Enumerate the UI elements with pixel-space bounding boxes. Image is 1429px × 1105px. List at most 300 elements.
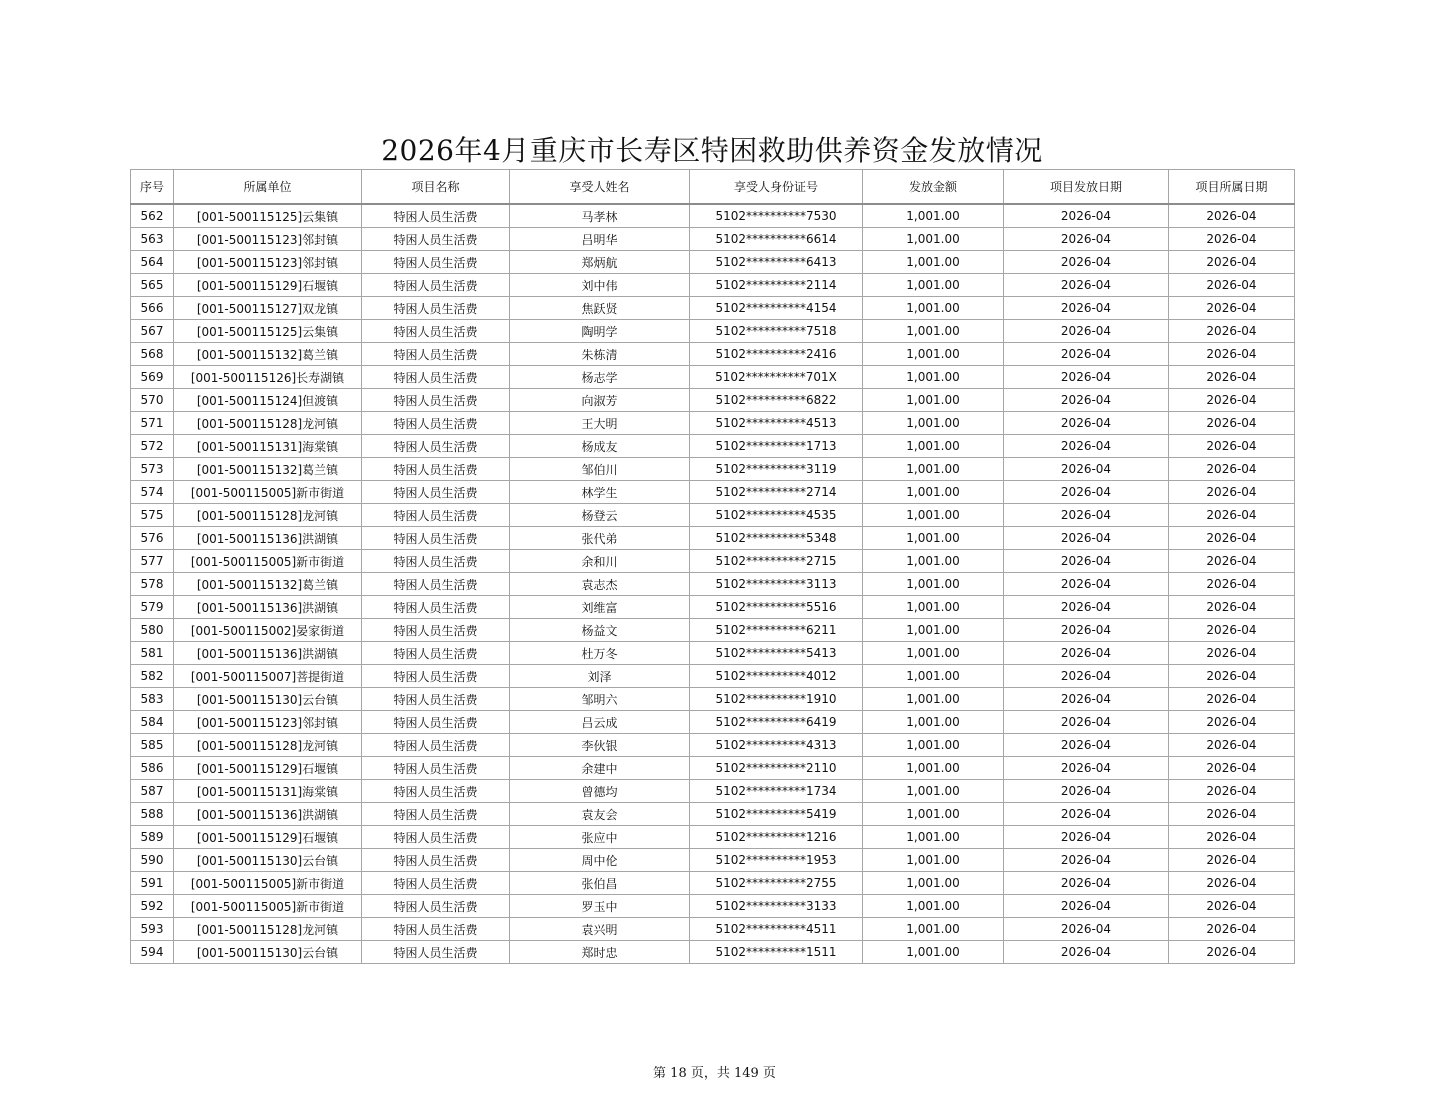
cell-issue-date: 2026-04 xyxy=(1004,803,1169,826)
cell-id-number: 5102**********1953 xyxy=(690,849,863,872)
cell-amount: 1,001.00 xyxy=(863,366,1004,389)
cell-name: 陶明学 xyxy=(510,320,690,343)
cell-unit: [001-500115136]洪湖镇 xyxy=(174,527,362,550)
cell-id-number: 5102**********2714 xyxy=(690,481,863,504)
table-row xyxy=(131,204,1295,228)
cell-period-date: 2026-04 xyxy=(1169,665,1295,688)
page-title: 2026年4月重庆市长寿区特困救助供养资金发放情况 xyxy=(381,134,1043,167)
cell-period-date: 2026-04 xyxy=(1169,412,1295,435)
cell-unit: [001-500115127]双龙镇 xyxy=(174,297,362,320)
cell-seq: 571 xyxy=(131,412,174,435)
cell-amount: 1,001.00 xyxy=(863,320,1004,343)
header-unit: 所属单位 xyxy=(174,170,362,205)
table-row xyxy=(131,665,1295,688)
cell-amount: 1,001.00 xyxy=(863,803,1004,826)
cell-period-date: 2026-04 xyxy=(1169,435,1295,458)
cell-period-date: 2026-04 xyxy=(1169,734,1295,757)
table-row xyxy=(131,412,1295,435)
cell-project: 特困人员生活费 xyxy=(362,734,510,757)
cell-unit: [001-500115005]新市街道 xyxy=(174,481,362,504)
cell-period-date: 2026-04 xyxy=(1169,826,1295,849)
cell-seq: 591 xyxy=(131,872,174,895)
cell-name: 朱栋清 xyxy=(510,343,690,366)
cell-amount: 1,001.00 xyxy=(863,228,1004,251)
cell-seq: 587 xyxy=(131,780,174,803)
table-row xyxy=(131,435,1295,458)
table-row xyxy=(131,366,1295,389)
cell-name: 曾德均 xyxy=(510,780,690,803)
cell-id-number: 5102**********5413 xyxy=(690,642,863,665)
table-row xyxy=(131,803,1295,826)
cell-project: 特困人员生活费 xyxy=(362,918,510,941)
cell-project: 特困人员生活费 xyxy=(362,803,510,826)
cell-unit: [001-500115136]洪湖镇 xyxy=(174,596,362,619)
cell-amount: 1,001.00 xyxy=(863,297,1004,320)
cell-seq: 575 xyxy=(131,504,174,527)
cell-issue-date: 2026-04 xyxy=(1004,366,1169,389)
cell-project: 特困人员生活费 xyxy=(362,435,510,458)
cell-seq: 588 xyxy=(131,803,174,826)
table-row xyxy=(131,895,1295,918)
cell-amount: 1,001.00 xyxy=(863,435,1004,458)
cell-name: 杨志学 xyxy=(510,366,690,389)
cell-project: 特困人员生活费 xyxy=(362,688,510,711)
table-row xyxy=(131,481,1295,504)
cell-seq: 562 xyxy=(131,204,174,228)
cell-id-number: 5102**********4154 xyxy=(690,297,863,320)
cell-amount: 1,001.00 xyxy=(863,711,1004,734)
table-row xyxy=(131,274,1295,297)
table-row xyxy=(131,343,1295,366)
cell-seq: 586 xyxy=(131,757,174,780)
cell-period-date: 2026-04 xyxy=(1169,458,1295,481)
cell-issue-date: 2026-04 xyxy=(1004,711,1169,734)
cell-id-number: 5102**********3113 xyxy=(690,573,863,596)
cell-unit: [001-500115130]云台镇 xyxy=(174,688,362,711)
cell-id-number: 5102**********7518 xyxy=(690,320,863,343)
cell-seq: 574 xyxy=(131,481,174,504)
cell-period-date: 2026-04 xyxy=(1169,251,1295,274)
cell-name: 刘中伟 xyxy=(510,274,690,297)
cell-project: 特困人员生活费 xyxy=(362,826,510,849)
cell-id-number: 5102**********2715 xyxy=(690,550,863,573)
table-row xyxy=(131,757,1295,780)
cell-name: 邹伯川 xyxy=(510,458,690,481)
cell-name: 王大明 xyxy=(510,412,690,435)
table-row xyxy=(131,297,1295,320)
table-row xyxy=(131,251,1295,274)
cell-amount: 1,001.00 xyxy=(863,481,1004,504)
table-row xyxy=(131,550,1295,573)
page-footer: 第 18 页，共 149 页 xyxy=(653,1066,776,1081)
cell-issue-date: 2026-04 xyxy=(1004,688,1169,711)
cell-issue-date: 2026-04 xyxy=(1004,435,1169,458)
cell-unit: [001-500115128]龙河镇 xyxy=(174,412,362,435)
cell-unit: [001-500115130]云台镇 xyxy=(174,941,362,964)
cell-unit: [001-500115130]云台镇 xyxy=(174,849,362,872)
cell-id-number: 5102**********7530 xyxy=(690,204,863,228)
cell-amount: 1,001.00 xyxy=(863,826,1004,849)
cell-name: 张伯昌 xyxy=(510,872,690,895)
cell-period-date: 2026-04 xyxy=(1169,527,1295,550)
cell-seq: 584 xyxy=(131,711,174,734)
cell-amount: 1,001.00 xyxy=(863,527,1004,550)
cell-unit: [001-500115129]石堰镇 xyxy=(174,826,362,849)
cell-unit: [001-500115129]石堰镇 xyxy=(174,274,362,297)
table-row xyxy=(131,573,1295,596)
cell-period-date: 2026-04 xyxy=(1169,297,1295,320)
cell-seq: 594 xyxy=(131,941,174,964)
cell-id-number: 5102**********1734 xyxy=(690,780,863,803)
cell-project: 特困人员生活费 xyxy=(362,343,510,366)
table-row xyxy=(131,872,1295,895)
cell-unit: [001-500115005]新市街道 xyxy=(174,895,362,918)
cell-period-date: 2026-04 xyxy=(1169,573,1295,596)
cell-issue-date: 2026-04 xyxy=(1004,573,1169,596)
cell-issue-date: 2026-04 xyxy=(1004,274,1169,297)
cell-name: 张应中 xyxy=(510,826,690,849)
cell-name: 刘维富 xyxy=(510,596,690,619)
header-name: 享受人姓名 xyxy=(510,170,690,205)
table-row xyxy=(131,320,1295,343)
table-row xyxy=(131,734,1295,757)
cell-unit: [001-500115136]洪湖镇 xyxy=(174,803,362,826)
cell-amount: 1,001.00 xyxy=(863,596,1004,619)
cell-unit: [001-500115126]长寿湖镇 xyxy=(174,366,362,389)
cell-unit: [001-500115128]龙河镇 xyxy=(174,734,362,757)
header-issue-date: 项目发放日期 xyxy=(1004,170,1169,205)
cell-id-number: 5102**********5348 xyxy=(690,527,863,550)
table-row xyxy=(131,941,1295,964)
cell-name: 周中伦 xyxy=(510,849,690,872)
cell-id-number: 5102**********2416 xyxy=(690,343,863,366)
cell-amount: 1,001.00 xyxy=(863,757,1004,780)
cell-unit: [001-500115002]晏家街道 xyxy=(174,619,362,642)
cell-amount: 1,001.00 xyxy=(863,734,1004,757)
cell-period-date: 2026-04 xyxy=(1169,596,1295,619)
cell-period-date: 2026-04 xyxy=(1169,711,1295,734)
cell-project: 特困人员生活费 xyxy=(362,872,510,895)
cell-name: 余和川 xyxy=(510,550,690,573)
cell-seq: 578 xyxy=(131,573,174,596)
cell-issue-date: 2026-04 xyxy=(1004,619,1169,642)
cell-id-number: 5102**********2114 xyxy=(690,274,863,297)
cell-id-number: 5102**********6211 xyxy=(690,619,863,642)
table-row xyxy=(131,780,1295,803)
cell-period-date: 2026-04 xyxy=(1169,228,1295,251)
cell-issue-date: 2026-04 xyxy=(1004,734,1169,757)
cell-seq: 592 xyxy=(131,895,174,918)
cell-issue-date: 2026-04 xyxy=(1004,458,1169,481)
cell-amount: 1,001.00 xyxy=(863,343,1004,366)
cell-seq: 583 xyxy=(131,688,174,711)
cell-project: 特困人员生活费 xyxy=(362,320,510,343)
cell-name: 刘泽 xyxy=(510,665,690,688)
table-row xyxy=(131,389,1295,412)
cell-seq: 573 xyxy=(131,458,174,481)
cell-project: 特困人员生活费 xyxy=(362,849,510,872)
cell-seq: 570 xyxy=(131,389,174,412)
cell-period-date: 2026-04 xyxy=(1169,481,1295,504)
cell-name: 袁志杰 xyxy=(510,573,690,596)
cell-unit: [001-500115005]新市街道 xyxy=(174,550,362,573)
table-row xyxy=(131,228,1295,251)
cell-issue-date: 2026-04 xyxy=(1004,849,1169,872)
cell-period-date: 2026-04 xyxy=(1169,274,1295,297)
cell-unit: [001-500115132]葛兰镇 xyxy=(174,458,362,481)
table-row xyxy=(131,918,1295,941)
cell-period-date: 2026-04 xyxy=(1169,849,1295,872)
table-row xyxy=(131,504,1295,527)
cell-unit: [001-500115124]但渡镇 xyxy=(174,389,362,412)
cell-project: 特困人员生活费 xyxy=(362,228,510,251)
cell-amount: 1,001.00 xyxy=(863,389,1004,412)
cell-seq: 567 xyxy=(131,320,174,343)
header-id-number: 享受人身份证号 xyxy=(690,170,863,205)
cell-project: 特困人员生活费 xyxy=(362,665,510,688)
cell-seq: 593 xyxy=(131,918,174,941)
table-row xyxy=(131,688,1295,711)
cell-project: 特困人员生活费 xyxy=(362,366,510,389)
cell-period-date: 2026-04 xyxy=(1169,619,1295,642)
cell-issue-date: 2026-04 xyxy=(1004,204,1169,228)
cell-seq: 581 xyxy=(131,642,174,665)
cell-amount: 1,001.00 xyxy=(863,780,1004,803)
cell-seq: 590 xyxy=(131,849,174,872)
cell-project: 特困人员生活费 xyxy=(362,711,510,734)
table-body xyxy=(131,204,1295,964)
cell-unit: [001-500115125]云集镇 xyxy=(174,320,362,343)
cell-name: 郑炳航 xyxy=(510,251,690,274)
cell-name: 杨益文 xyxy=(510,619,690,642)
cell-amount: 1,001.00 xyxy=(863,274,1004,297)
cell-period-date: 2026-04 xyxy=(1169,320,1295,343)
table-row xyxy=(131,458,1295,481)
cell-seq: 580 xyxy=(131,619,174,642)
cell-name: 林学生 xyxy=(510,481,690,504)
cell-amount: 1,001.00 xyxy=(863,849,1004,872)
cell-name: 余建中 xyxy=(510,757,690,780)
cell-unit: [001-500115128]龙河镇 xyxy=(174,918,362,941)
cell-id-number: 5102**********6419 xyxy=(690,711,863,734)
cell-issue-date: 2026-04 xyxy=(1004,412,1169,435)
cell-amount: 1,001.00 xyxy=(863,872,1004,895)
cell-id-number: 5102**********1216 xyxy=(690,826,863,849)
cell-name: 焦跃贤 xyxy=(510,297,690,320)
cell-issue-date: 2026-04 xyxy=(1004,665,1169,688)
cell-period-date: 2026-04 xyxy=(1169,204,1295,228)
cell-seq: 577 xyxy=(131,550,174,573)
cell-project: 特困人员生活费 xyxy=(362,204,510,228)
cell-issue-date: 2026-04 xyxy=(1004,481,1169,504)
cell-issue-date: 2026-04 xyxy=(1004,918,1169,941)
cell-unit: [001-500115123]邻封镇 xyxy=(174,228,362,251)
cell-name: 张代弟 xyxy=(510,527,690,550)
cell-seq: 582 xyxy=(131,665,174,688)
cell-name: 袁友会 xyxy=(510,803,690,826)
cell-issue-date: 2026-04 xyxy=(1004,320,1169,343)
cell-issue-date: 2026-04 xyxy=(1004,251,1169,274)
cell-id-number: 5102**********1511 xyxy=(690,941,863,964)
cell-seq: 565 xyxy=(131,274,174,297)
cell-id-number: 5102**********6822 xyxy=(690,389,863,412)
cell-issue-date: 2026-04 xyxy=(1004,527,1169,550)
cell-period-date: 2026-04 xyxy=(1169,504,1295,527)
cell-project: 特困人员生活费 xyxy=(362,596,510,619)
cell-project: 特困人员生活费 xyxy=(362,573,510,596)
cell-project: 特困人员生活费 xyxy=(362,481,510,504)
cell-seq: 589 xyxy=(131,826,174,849)
table-header xyxy=(131,170,1295,205)
cell-unit: [001-500115132]葛兰镇 xyxy=(174,573,362,596)
cell-project: 特困人员生活费 xyxy=(362,504,510,527)
cell-issue-date: 2026-04 xyxy=(1004,757,1169,780)
cell-project: 特困人员生活费 xyxy=(362,274,510,297)
cell-project: 特困人员生活费 xyxy=(362,251,510,274)
cell-project: 特困人员生活费 xyxy=(362,550,510,573)
cell-name: 杜万冬 xyxy=(510,642,690,665)
table-row xyxy=(131,596,1295,619)
cell-amount: 1,001.00 xyxy=(863,619,1004,642)
cell-period-date: 2026-04 xyxy=(1169,780,1295,803)
cell-amount: 1,001.00 xyxy=(863,895,1004,918)
cell-period-date: 2026-04 xyxy=(1169,918,1295,941)
table-row xyxy=(131,826,1295,849)
cell-name: 吕明华 xyxy=(510,228,690,251)
cell-seq: 572 xyxy=(131,435,174,458)
cell-issue-date: 2026-04 xyxy=(1004,596,1169,619)
cell-id-number: 5102**********4511 xyxy=(690,918,863,941)
cell-amount: 1,001.00 xyxy=(863,941,1004,964)
cell-project: 特困人员生活费 xyxy=(362,642,510,665)
cell-name: 杨登云 xyxy=(510,504,690,527)
cell-period-date: 2026-04 xyxy=(1169,550,1295,573)
cell-id-number: 5102**********4313 xyxy=(690,734,863,757)
cell-amount: 1,001.00 xyxy=(863,665,1004,688)
cell-amount: 1,001.00 xyxy=(863,458,1004,481)
cell-unit: [001-500115123]邻封镇 xyxy=(174,251,362,274)
table-row xyxy=(131,642,1295,665)
cell-id-number: 5102**********2755 xyxy=(690,872,863,895)
cell-id-number: 5102**********4012 xyxy=(690,665,863,688)
cell-period-date: 2026-04 xyxy=(1169,343,1295,366)
payment-table xyxy=(130,169,1295,964)
cell-project: 特困人员生活费 xyxy=(362,412,510,435)
cell-amount: 1,001.00 xyxy=(863,573,1004,596)
cell-project: 特困人员生活费 xyxy=(362,895,510,918)
cell-issue-date: 2026-04 xyxy=(1004,642,1169,665)
header-row xyxy=(131,170,1295,205)
cell-seq: 576 xyxy=(131,527,174,550)
cell-project: 特困人员生活费 xyxy=(362,780,510,803)
cell-period-date: 2026-04 xyxy=(1169,688,1295,711)
cell-issue-date: 2026-04 xyxy=(1004,550,1169,573)
cell-seq: 564 xyxy=(131,251,174,274)
cell-period-date: 2026-04 xyxy=(1169,757,1295,780)
cell-id-number: 5102**********1713 xyxy=(690,435,863,458)
cell-unit: [001-500115005]新市街道 xyxy=(174,872,362,895)
cell-amount: 1,001.00 xyxy=(863,918,1004,941)
cell-issue-date: 2026-04 xyxy=(1004,941,1169,964)
cell-project: 特困人员生活费 xyxy=(362,458,510,481)
cell-seq: 568 xyxy=(131,343,174,366)
cell-project: 特困人员生活费 xyxy=(362,527,510,550)
cell-amount: 1,001.00 xyxy=(863,642,1004,665)
cell-id-number: 5102**********3133 xyxy=(690,895,863,918)
cell-name: 袁兴明 xyxy=(510,918,690,941)
cell-seq: 579 xyxy=(131,596,174,619)
cell-unit: [001-500115123]邻封镇 xyxy=(174,711,362,734)
cell-project: 特困人员生活费 xyxy=(362,941,510,964)
cell-project: 特困人员生活费 xyxy=(362,757,510,780)
cell-project: 特困人员生活费 xyxy=(362,619,510,642)
cell-id-number: 5102**********4535 xyxy=(690,504,863,527)
cell-unit: [001-500115128]龙河镇 xyxy=(174,504,362,527)
cell-amount: 1,001.00 xyxy=(863,251,1004,274)
cell-unit: [001-500115125]云集镇 xyxy=(174,204,362,228)
cell-name: 邹明六 xyxy=(510,688,690,711)
cell-amount: 1,001.00 xyxy=(863,550,1004,573)
cell-id-number: 5102**********4513 xyxy=(690,412,863,435)
cell-id-number: 5102**********6614 xyxy=(690,228,863,251)
cell-name: 杨成友 xyxy=(510,435,690,458)
cell-name: 郑时忠 xyxy=(510,941,690,964)
cell-period-date: 2026-04 xyxy=(1169,803,1295,826)
cell-period-date: 2026-04 xyxy=(1169,895,1295,918)
cell-id-number: 5102**********1910 xyxy=(690,688,863,711)
cell-issue-date: 2026-04 xyxy=(1004,389,1169,412)
cell-issue-date: 2026-04 xyxy=(1004,228,1169,251)
cell-amount: 1,001.00 xyxy=(863,504,1004,527)
table-row xyxy=(131,527,1295,550)
cell-seq: 566 xyxy=(131,297,174,320)
cell-amount: 1,001.00 xyxy=(863,412,1004,435)
cell-id-number: 5102**********5419 xyxy=(690,803,863,826)
cell-project: 特困人员生活费 xyxy=(362,297,510,320)
header-amount: 发放金额 xyxy=(863,170,1004,205)
cell-name: 向淑芳 xyxy=(510,389,690,412)
cell-id-number: 5102**********2110 xyxy=(690,757,863,780)
cell-issue-date: 2026-04 xyxy=(1004,343,1169,366)
header-seq: 序号 xyxy=(131,170,174,205)
cell-issue-date: 2026-04 xyxy=(1004,895,1169,918)
table-row xyxy=(131,619,1295,642)
header-period-date: 项目所属日期 xyxy=(1169,170,1295,205)
cell-issue-date: 2026-04 xyxy=(1004,780,1169,803)
cell-period-date: 2026-04 xyxy=(1169,642,1295,665)
cell-id-number: 5102**********701X xyxy=(690,366,863,389)
table-row xyxy=(131,849,1295,872)
table-row xyxy=(131,711,1295,734)
cell-seq: 563 xyxy=(131,228,174,251)
cell-period-date: 2026-04 xyxy=(1169,941,1295,964)
cell-issue-date: 2026-04 xyxy=(1004,504,1169,527)
cell-seq: 569 xyxy=(131,366,174,389)
cell-name: 马孝林 xyxy=(510,204,690,228)
cell-id-number: 5102**********6413 xyxy=(690,251,863,274)
cell-unit: [001-500115136]洪湖镇 xyxy=(174,642,362,665)
cell-unit: [001-500115007]菩提街道 xyxy=(174,665,362,688)
cell-amount: 1,001.00 xyxy=(863,204,1004,228)
cell-issue-date: 2026-04 xyxy=(1004,872,1169,895)
cell-name: 吕云成 xyxy=(510,711,690,734)
cell-unit: [001-500115132]葛兰镇 xyxy=(174,343,362,366)
cell-period-date: 2026-04 xyxy=(1169,872,1295,895)
cell-period-date: 2026-04 xyxy=(1169,366,1295,389)
cell-issue-date: 2026-04 xyxy=(1004,826,1169,849)
cell-issue-date: 2026-04 xyxy=(1004,297,1169,320)
cell-amount: 1,001.00 xyxy=(863,688,1004,711)
